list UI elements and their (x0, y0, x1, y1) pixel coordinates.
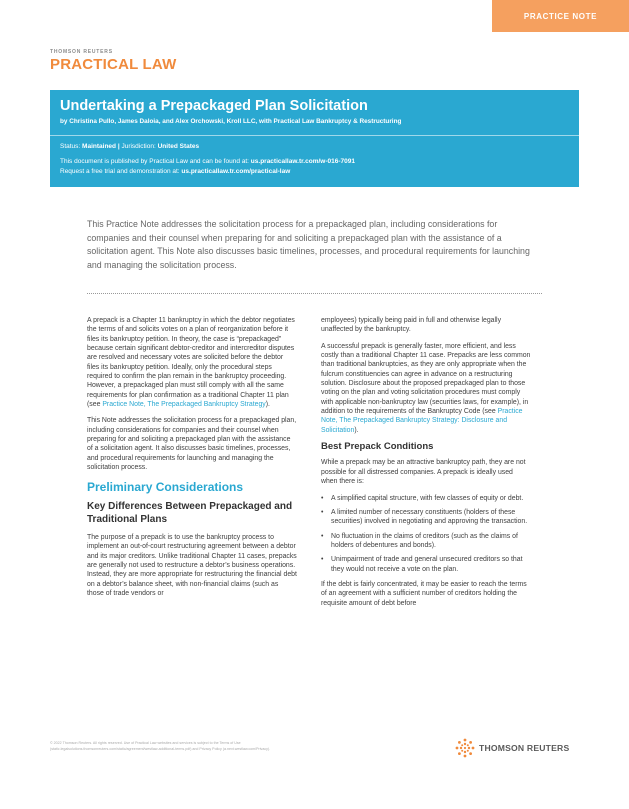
list-item: • A simplified capital structure, with few classes of equity or debt. (321, 494, 531, 503)
continued-paragraph: employees) typically being paid in full and otherwise legally unaffected by the bankruptcy. (321, 317, 502, 334)
title-banner (50, 90, 579, 187)
logo-thomson-reuters-text: THOMSON REUTERS (50, 49, 113, 55)
disclosure-solicitation-link[interactable]: Practice Note, The Prepackaged Bankruptcy Strategy: Disclosure and Solicitation (321, 408, 523, 434)
published-line (60, 157, 569, 167)
thomson-reuters-dots-icon (455, 738, 475, 758)
abstract: This Practice Note addresses the solicitation process for a prepackaged plan, including considerations for companies and their counsel when preparing for and soliciting a prepackaged plan with the assistance of a solicitation agent. This Note also discusses basic timelines, processes, and procedural requirements for launching and managing the solicitation process. (87, 219, 530, 270)
trial-line (60, 167, 569, 177)
prepackaged-strategy-link[interactable]: Practice Note, The Prepackaged Bankruptcy Strategy (102, 401, 266, 409)
successful-prepack-text: A successful prepack is generally faster, more efficient, and less costly than a traditional Chapter 11 case. Prepacks are less common than traditional bankruptcies, as they are only appropriate when the fulcrum constituencies can agree in advance on a restructuring solution. Disclosure about the proposed prepackaged plan to those voting on the plan and voting solicitation procedures must comply with applicable non-bankruptcy law (securities laws, for example), in addition to the requirements of the Bankruptcy Code (see (321, 342, 531, 416)
conditions-list (321, 494, 531, 574)
practical-law-logo (50, 49, 176, 73)
status-line (60, 142, 569, 152)
dotted-divider (87, 293, 542, 294)
meta-separator: | (117, 143, 120, 150)
intro-paragraph-2: This Note addresses the solicitation process for a prepackaged plan, including considerations for companies and their counsel when preparing for and soliciting a prepackaged plan with the assistance of a solicitation agent. It also discusses basic timelines, processes, and procedural requirements for launching and managing the solicitation process. (87, 417, 297, 472)
published-text: This document is published by Practical Law and can be found at: (60, 158, 249, 165)
list-item: • Unimpairment of trade and general unsecured creditors so that they would not receive a vote on the plan. (321, 555, 531, 574)
copyright-line-1: © 2022 Thomson Reuters. All rights reserved. Use of Practical Law websites and services is subject to the Terms of Use (50, 741, 241, 745)
status-label: Status: (60, 143, 81, 150)
intro-paragraph-1a: A prepack is a Chapter 11 bankruptcy in which the debtor negotiates the terms of and solicits votes on a plan of reorganization before it files its bankruptcy petition. (87, 317, 295, 343)
concentrated-debt-paragraph: If the debt is fairly concentrated, it may be easier to reach the terms of an agreement with a sufficient number of creditors holding the requisite amount of debt before (321, 580, 527, 607)
best-prepack-conditions-heading: Best Prepack Conditions (321, 441, 434, 453)
jurisdiction-label: Jurisdiction: (121, 143, 156, 150)
successful-prepack-end: ). (354, 426, 359, 434)
logo-practical-law-text: PRACTICAL LAW (50, 56, 177, 73)
footer-brand-text: THOMSON REUTERS (479, 743, 570, 753)
copyright-line-2: (static.legalsolutions.thomsonreuters.com/static/agreement/westlaw-additional-terms.pdf) and Privacy Policy (a.next.westlaw.com/Privacy). (50, 746, 271, 751)
successful-prepack-paragraph (321, 342, 531, 435)
list-item: • No fluctuation in the claims of creditors (such as the claims of holders of debentures and bonds). (321, 532, 531, 551)
right-column (321, 316, 531, 615)
practice-note-tag: PRACTICE NOTE (492, 0, 629, 32)
key-differences-paragraph: The purpose of a prepack is to use the bankruptcy process to implement an out-of-court restructuring agreement between a debtor and its major creditors. Unlike traditional Chapter 11 cases, prepacks are generally not used to restructure a debtor’s business operations. Instead, they are more appropriate for restructuring the financial debt on a debtor’s balance sheet, with non-financial claims (such as those of trade vendors or (87, 533, 297, 597)
copyright-footer (50, 741, 410, 752)
status-value: Maintained (82, 143, 116, 150)
trial-url-link[interactable]: us.practicallaw.tr.com/practical-law (181, 168, 291, 175)
document-meta (50, 136, 579, 177)
intro-paragraph-1 (87, 316, 297, 409)
thomson-reuters-footer-logo (455, 738, 569, 758)
published-url-link[interactable]: us.practicallaw.tr.com/w-016-7091 (250, 158, 355, 165)
list-item: • A limited number of necessary constituents (holders of these securities) involved in negotiating and approving the transaction. (321, 508, 531, 527)
left-column (87, 316, 297, 605)
preliminary-considerations-heading: Preliminary Considerations (87, 479, 244, 494)
intro-paragraph-1b: In theory, the case is “prepackaged” because certain significant debtor-creditor and intercreditor disputes are resolved and necessary votes are solicited before the debtor files its bankruptcy petition. Ideally, only the procedural steps required to confirm the plan remain in the bankruptcy proceeding. However, a prepackaged plan must still comply with all the same requirements for plan confirmation as a traditional Chapter 11 plan (see (87, 335, 295, 409)
key-differences-heading: Key Differences Between Prepackaged and Traditional Plans (87, 500, 293, 525)
best-prepack-paragraph: While a prepack may be an attractive bankruptcy path, they are not possible for all distressed companies. A prepack is ideally used when there is: (321, 459, 526, 486)
trial-text: Request a free trial and demonstration at: (60, 168, 180, 175)
intro-paragraph-1-end: ). (265, 401, 270, 409)
byline: by Christina Pullo, James Daloia, and Alex Orchowski, Kroll LLC, with Practical Law Bankruptcy & Restructuring (60, 118, 402, 125)
jurisdiction-value: United States (157, 143, 200, 150)
document-title: Undertaking a Prepackaged Plan Solicitation (60, 98, 368, 114)
